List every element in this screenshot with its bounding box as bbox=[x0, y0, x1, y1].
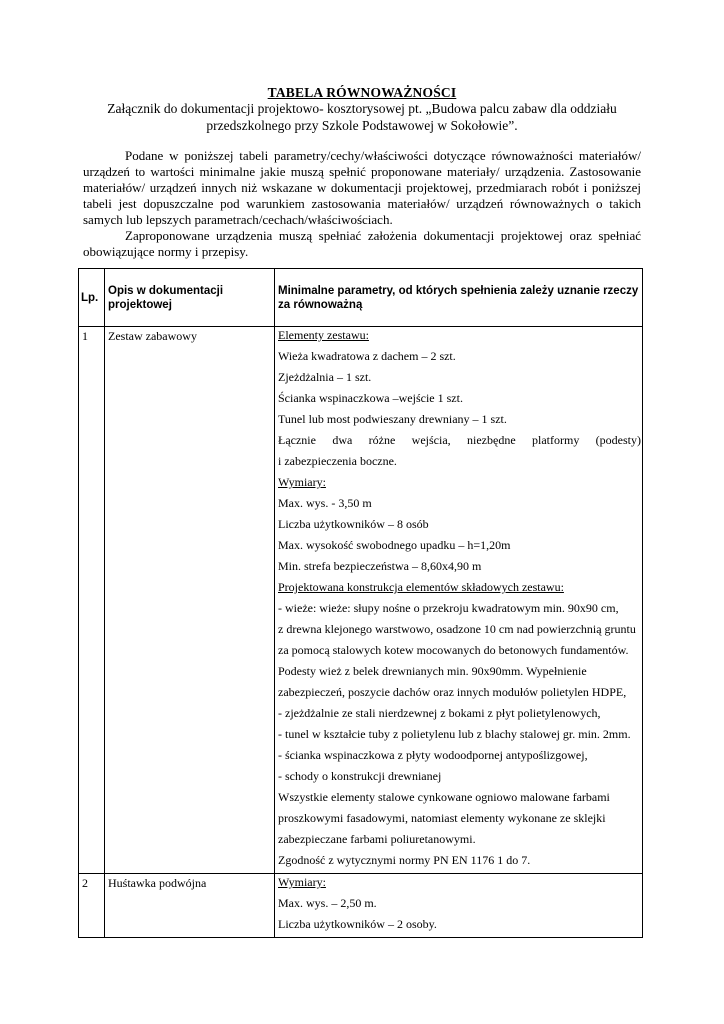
param-line: Min. strefa bezpieczeństwa – 8,60x4,90 m bbox=[278, 559, 482, 573]
param-line: - tunel w kształcie tuby z polietylenu lub z blachy stalowej gr. min. 2mm. bbox=[278, 727, 631, 741]
row-description: Zestaw zabawowy bbox=[105, 327, 275, 874]
header-description: Opis w dokumentacji projektowej bbox=[105, 269, 275, 327]
param-line: Wymiary: bbox=[278, 875, 326, 889]
intro-text bbox=[83, 148, 641, 260]
param-line: Tunel lub most podwieszany drewniany – 1 szt. bbox=[278, 412, 507, 426]
document-title: TABELA RÓWNOWAŻNOŚCI bbox=[267, 85, 457, 100]
param-line: zabezpieczeń, poszycie dachów oraz innych modułów polietylen HDPE, bbox=[278, 685, 627, 699]
table-row bbox=[79, 327, 643, 874]
param-line: zabezpieczane farbami poliuretanowymi. bbox=[278, 832, 476, 846]
row-parameters bbox=[275, 874, 643, 938]
param-line: Podesty wież z belek drewnianych min. 90x90mm. Wypełnienie bbox=[278, 664, 587, 678]
param-line: i zabezpieczenia boczne. bbox=[278, 454, 397, 468]
row-lp: 2 bbox=[79, 874, 105, 938]
param-line: za pomocą stalowych kotew mocowanych do betonowych fundamentów. bbox=[278, 643, 629, 657]
subtitle-line-2: przedszkolnego przy Szkole Podstawowej w Sokołowie”. bbox=[206, 118, 518, 133]
row-parameters bbox=[275, 327, 643, 874]
param-line: Elementy zestawu: bbox=[278, 328, 369, 342]
param-line: Łącznie dwa różne wejścia, niezbędne platformy (podesty) bbox=[278, 433, 641, 447]
table-row bbox=[79, 874, 643, 938]
row-description: Huśtawka podwójna bbox=[105, 874, 275, 938]
param-line: proszkowymi fasadowymi, natomiast elementy wykonane ze sklejki bbox=[278, 811, 606, 825]
row-lp: 1 bbox=[79, 327, 105, 874]
param-line: - wieże: wieże: słupy nośne o przekroju kwadratowym min. 90x90 cm, bbox=[278, 601, 619, 615]
intro-paragraph-1: Podane w poniższej tabeli parametry/cechy/właściwości dotyczące równoważności materiałów/ urządzeń to wartości minimalne jakie muszą spełnić proponowane materiały/ urządzenia. Zastosowanie materiałów/ urządzeń innych niż wskazane w dokumentacji projektowej, przedmiarach robót i poniższej tabeli jest dopuszczalne pod warunkiem zastosowania materiałów/ urządzeń równoważnych o takich samych lub lepszych parametrach/cechach/właściwościach. bbox=[83, 148, 641, 227]
param-line: Zgodność z wytycznymi normy PN EN 1176 1 do 7. bbox=[278, 853, 531, 867]
param-line: - ścianka wspinaczkowa z płyty wodoodpornej antypoślizgowej, bbox=[278, 748, 588, 762]
param-line: Wszystkie elementy stalowe cynkowane ogniowo malowane farbami bbox=[278, 790, 610, 804]
param-line: Max. wys. – 2,50 m. bbox=[278, 896, 377, 910]
param-line: Liczba użytkowników – 2 osoby. bbox=[278, 917, 437, 931]
header-parameters: Minimalne parametry, od których spełnienia zależy uznanie rzeczy za równoważną bbox=[275, 269, 643, 327]
header-lp: Lp. bbox=[79, 269, 105, 327]
param-line: Zjeżdżalnia – 1 szt. bbox=[278, 370, 372, 384]
param-line: Max. wys. - 3,50 m bbox=[278, 496, 372, 510]
param-line: Max. wysokość swobodnego upadku – h=1,20m bbox=[278, 538, 511, 552]
subtitle-line-1: Załącznik do dokumentacji projektowo- kosztorysowej pt. „Budowa palcu zabaw dla oddziału bbox=[107, 101, 617, 116]
param-line: Liczba użytkowników – 8 osób bbox=[278, 517, 429, 531]
equivalence-table bbox=[78, 268, 643, 938]
param-line: Projektowana konstrukcja elementów składowych zestawu: bbox=[278, 580, 564, 594]
document-subtitle bbox=[100, 100, 624, 134]
intro-paragraph-2: Zaproponowane urządzenia muszą spełniać założenia dokumentacji projektowej oraz spełniać obowiązujące normy i przepisy. bbox=[83, 228, 641, 259]
table-header-row bbox=[79, 269, 643, 327]
param-line: Wymiary: bbox=[278, 475, 326, 489]
param-line: Wieża kwadratowa z dachem – 2 szt. bbox=[278, 349, 456, 363]
param-line: z drewna klejonego warstwowo, osadzone 10 cm nad powierzchnią gruntu bbox=[278, 622, 636, 636]
param-line: Ścianka wspinaczkowa –wejście 1 szt. bbox=[278, 391, 463, 405]
param-line: - schody o konstrukcji drewnianej bbox=[278, 769, 442, 783]
param-line: - zjeżdżalnie ze stali nierdzewnej z bokami z płyt polietylenowych, bbox=[278, 706, 601, 720]
